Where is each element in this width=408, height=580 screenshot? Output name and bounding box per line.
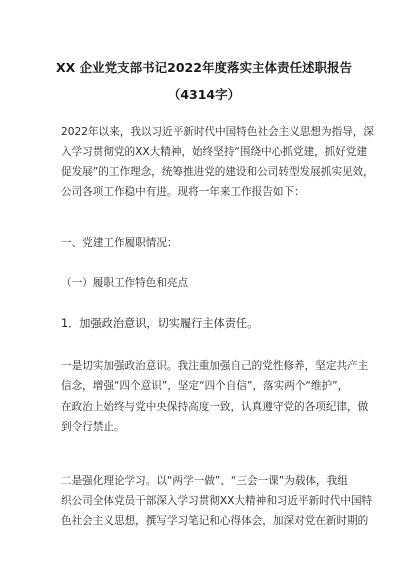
paragraph-line: 到令行禁止。 — [61, 421, 125, 433]
paragraph-line: 色社会主义思想，撰写学习笔记和心得体会，加深对党在新时期的 — [61, 515, 369, 527]
intro-line: 公司各项工作稳中有进。现将一年来工作报告如下： — [61, 186, 305, 198]
document-subtitle: （4314字） — [167, 87, 241, 102]
item-heading: 1．加强政治意识，切实履行主体责任。 — [61, 317, 259, 330]
intro-line: 2022年以来，我以习近平新时代中国特色社会主义思想为指导，深 — [61, 126, 374, 138]
paragraph-line: 二是强化理论学习。以“两学一做”、“三会一课”为载体，我组 — [61, 475, 348, 487]
paragraph-line: 信念，增强“四个意识”，坚定“四个自信”，落实两个“维护”， — [61, 380, 349, 392]
paragraph-line: 织公司全体党员干部深入学习贯彻XX大精神和习近平新时代中国特 — [61, 495, 373, 507]
subsection-heading: （一）履职工作特色和亮点 — [61, 277, 189, 289]
paragraph-line: 一是切实加强政治意识。我注重加强自己的党性修养，坚定共产主 — [61, 360, 369, 372]
intro-line: 入学习贯彻党的XX大精神，始终坚持“围绕中心抓党建，抓好党建 — [61, 146, 368, 158]
paragraph-line: 在政治上始终与党中央保持高度一致，认真遵守党的各项纪律，做 — [61, 401, 369, 413]
section-heading: 一、党建工作履职情况： — [61, 237, 178, 249]
document-title: XX 企业党支部书记2022年度落实主体责任述职报告 — [56, 60, 352, 75]
intro-line: 促发展”的工作理念，统筹推进党的建设和公司转型发展抓实见效， — [61, 166, 374, 178]
